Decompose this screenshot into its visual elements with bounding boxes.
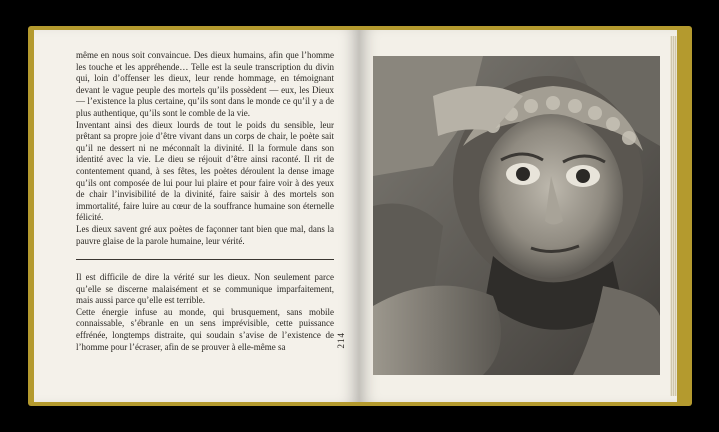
paragraph-4: Il est difficile de dire la vérité sur les dieux. Non seulement parce qu’elle se discerne malaisément et se communique imparfaitement, mais aussi parce qu’elle est terrible.	[76, 272, 334, 306]
page-edges	[670, 36, 677, 396]
paragraph-1: même en nous soit convaincue. Des dieux humains, afin que l’homme les touche et les appréhende… Telle est la seule transcription du divin qui, loin d’offenser les dieux, leur rende hommage, en témoignant devant le vague peuple des mortels qu’ils possèdent — eux, les Dieux — l’existence la plus certaine, qu’ils sont dans le monde ce qu’il y a de plus authentique, qu’ils sont le comble de la vie.	[76, 50, 334, 118]
right-page	[359, 30, 677, 402]
sculpture-head-image	[373, 56, 660, 375]
sculpture-photo	[373, 56, 660, 375]
section-separator	[76, 259, 334, 260]
paragraph-5: Cette énergie infuse au monde, qui brusquement, sans mobile connaissable, s’ébranle en un sens imprévisible, cette puissance effrénée, longtemps distraite, qui soudain s’avise de l’existence de l’homme pour l’écraser, afin de se prouver à elle-même sa	[76, 306, 334, 352]
page-text	[76, 50, 334, 353]
book-spread	[34, 30, 684, 402]
paragraph-3: Les dieux savent gré aux poètes de façonner tant bien que mal, dans la pauvre glaise de la parole humaine, leur vérité.	[76, 223, 334, 246]
left-page	[34, 30, 359, 402]
paragraph-2: Inventant ainsi des dieux lourds de tout le poids du sensible, leur prêtant sa propre joie d’être vivant dans un corps de chair, le poète sait qu’il ne dessert ni ne méconnaît la divinité. Il la formule dans son identité avec la vie. Le dieu se réjouit d’être ainsi raconté. Il rit de contentement quand, à ses fêtes, les poètes déroulent la dense image qu’ils ont composée de lui pour lui plaire et pour faire voir à des yeux de chair l’invisibilité de la divinité, faire saisir à des mortels son immortalité, faire luire au cœur de la souffrance humaine son éternelle félicité.	[76, 119, 334, 223]
page-number: 214	[336, 332, 346, 349]
